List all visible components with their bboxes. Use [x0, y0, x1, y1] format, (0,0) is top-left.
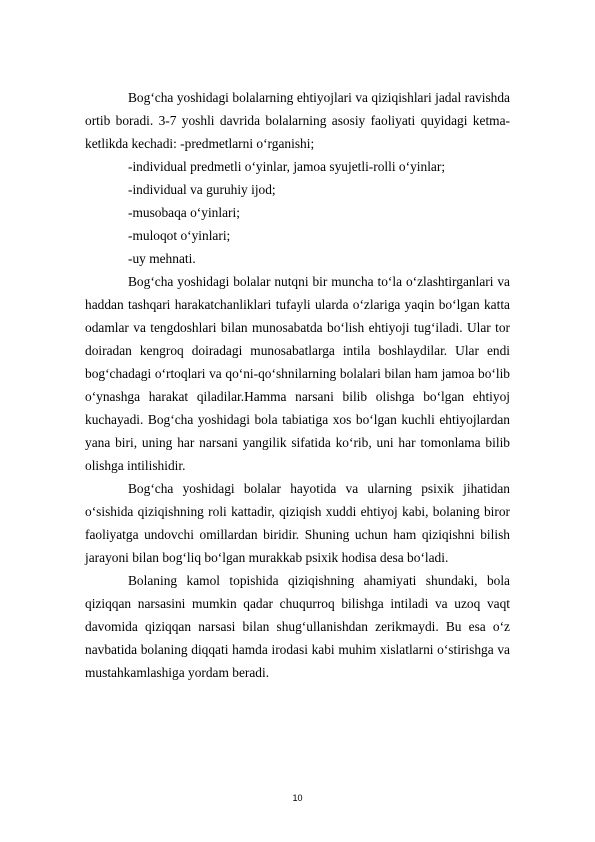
paragraph-social-needs: Bog‘cha yoshidagi bolalar nutqni bir muncha to‘la o‘zlashtirganlari va haddan tashqari harakatchanliklari tufayli ularda o‘zlariga yaqin bo‘lgan katta odamlar va tengdoshlari bilan munosabatda bo‘lish ehtiyoji tug‘iladi. Ular tor doiradan kengroq doiradagi munosabatlarga intila boshlaydilar. Ular endi bog‘chadagi o‘rtoqlari va qo‘ni-qo‘shnilarning bolalari bilan ham jamoa bo‘lib o‘ynashga harakat qiladilar.Hamma narsani bilib olishga bo‘lgan ehtiyoj kuchayadi. Bog‘cha yoshidagi bola tabiatiga xos bo‘lgan kuchli ehtiyojlardan yana biri, uning har narsani yangilik sifatida ko‘rib, uni har tomonlama bilib olishga intilishidir. — [85, 274, 510, 473]
list-item: -musobaqa o‘yinlari; — [128, 205, 240, 220]
paragraph-development: Bolaning kamol topishida qiziqishning ahamiyati shundaki, bola qiziqqan narsasini mumkin qadar chuqurroq bilishga intiladi va uzoq vaqt davomida qiziqqan narsasi bilan shug‘ullanishdan zerikmaydi. Bu esa o‘z navbatida bolaning diqqati hamda irodasi kabi muhim xislatlarni o‘stirishga va mustahkamlashiga yordam beradi. — [85, 573, 510, 680]
page-number: 10 — [292, 793, 303, 803]
list-item: -individual predmetli o‘yinlar, jamoa syujetli-rolli o‘yinlar; — [128, 159, 446, 174]
list-item: -individual va guruhiy ijod; — [128, 182, 276, 197]
paragraph-role-of-interest: Bog‘cha yoshidagi bolalar hayotida va ularning psixik jihatidan o‘sishida qiziqishning roli kattadir, qiziqish xuddi ehtiyoj kabi, bolaning biror faoliyatga undovchi omillardan biridir. Shuning uchun ham qiziqishni bilish jarayoni bilan bog‘liq bo‘lgan murakkab psixik hodisa desa bo‘ladi. — [85, 481, 510, 565]
list-item: -uy mehnati. — [128, 251, 196, 266]
list-item: -muloqot o‘yinlari; — [128, 228, 231, 243]
body-text — [85, 86, 510, 684]
paragraph-interests-growth: Bog‘cha yoshidagi bolalarning ehtiyojlari va qiziqishlari jadal ravishda ortib boradi. 3-7 yoshli davrida bolalarning asosiy faoliyati quyidagi ketma-ketlikda kechadi: -predmetlarni o‘rganishi; — [85, 90, 510, 151]
